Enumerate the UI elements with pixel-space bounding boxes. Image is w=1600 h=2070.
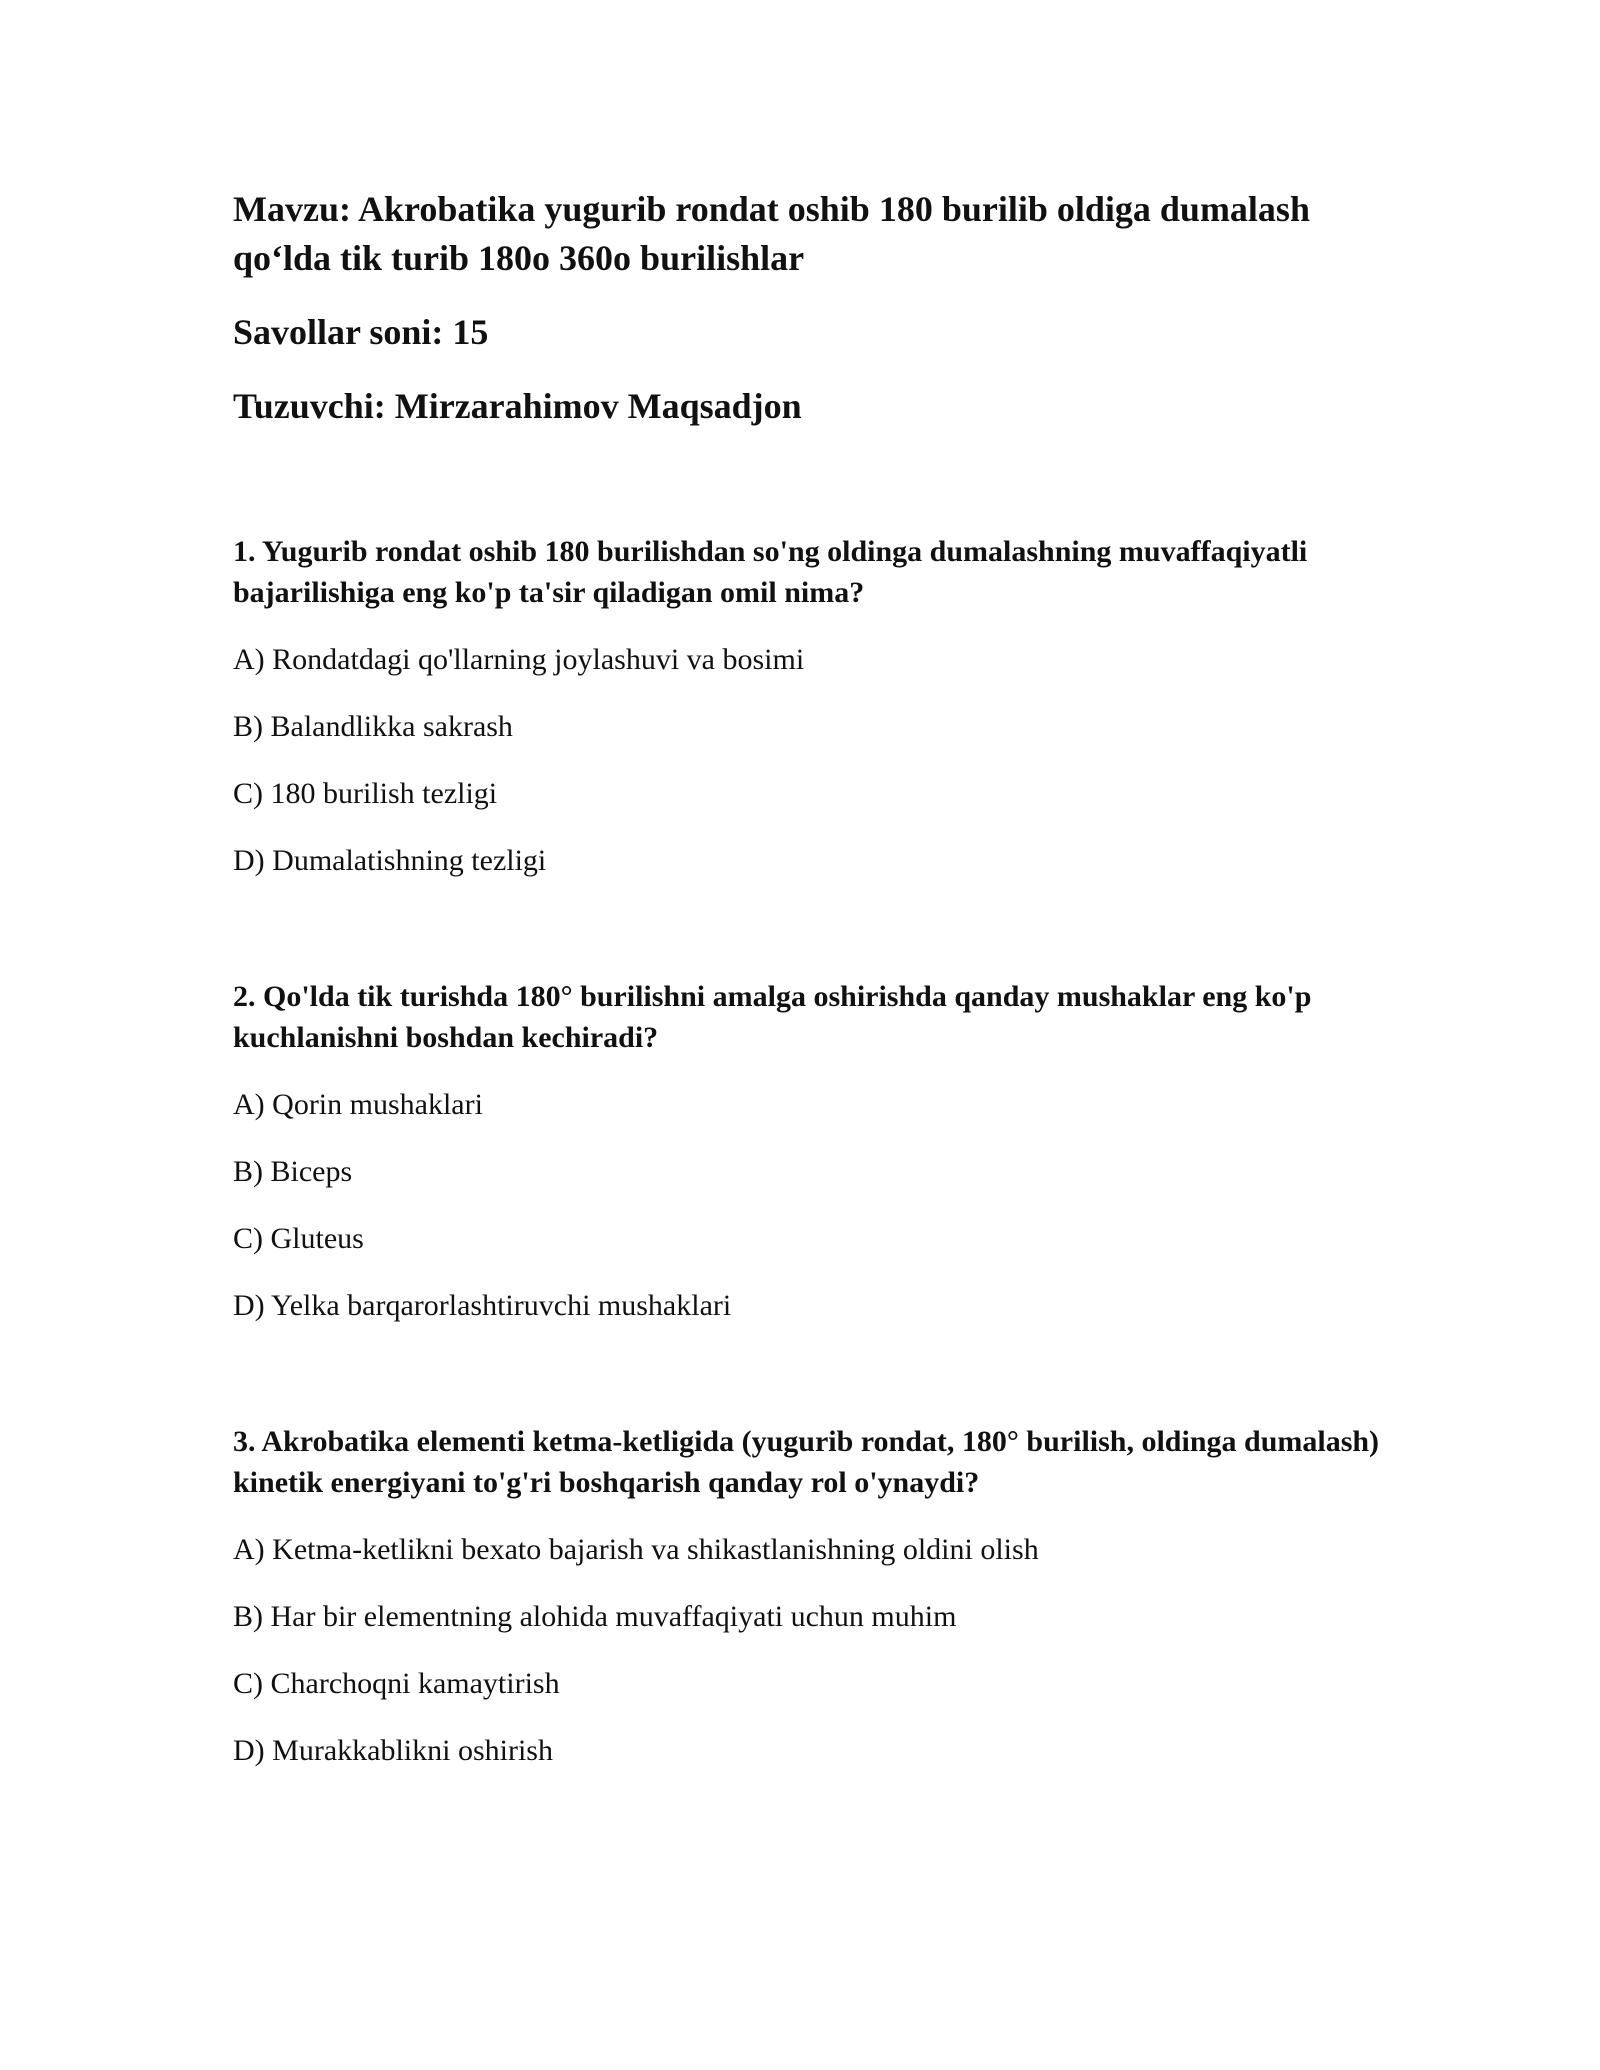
document-title: Mavzu: Akrobatika yugurib rondat oshib 180 burilib oldiga dumalash qo‘lda tik turib 180o 360o burilishlar: [233, 189, 1310, 278]
question-block: [233, 976, 1383, 1326]
question-text: 3. Akrobatika elementi ketma-ketligida (yugurib rondat, 180° burilish, oldinga dumalash) kinetik energiyani to'g'ri boshqarish qanday rol o'ynaydi?: [233, 1425, 1380, 1499]
answer-option: A) Ketma-ketlikni bexato bajarish va shikastlanishning oldini olish: [233, 1533, 1039, 1566]
answer-option: B) Balandlikka sakrash: [233, 710, 513, 743]
question-block: [233, 531, 1383, 881]
answer-option: C) Charchoqni kamaytirish: [233, 1667, 560, 1700]
answer-option: B) Biceps: [233, 1155, 353, 1188]
answer-option: D) Dumalatishning tezligi: [233, 844, 547, 877]
answer-option: B) Har bir elementning alohida muvaffaqiyati uchun muhim: [233, 1600, 957, 1633]
answer-option: D) Yelka barqarorlashtiruvchi mushaklari: [233, 1289, 732, 1322]
answer-option: D) Murakkablikni oshirish: [233, 1734, 553, 1767]
question-count: Savollar soni: 15: [233, 312, 489, 352]
answer-option: A) Rondatdagi qo'llarning joylashuvi va bosimi: [233, 643, 805, 676]
question-block: [233, 1421, 1383, 1771]
question-text: 2. Qo'lda tik turishda 180° burilishni amalga oshirishda qanday mushaklar eng ko'p kuchlanishni boshdan kechiradi?: [233, 980, 1312, 1054]
answer-option: C) 180 burilish tezligi: [233, 777, 498, 810]
answer-option: A) Qorin mushaklari: [233, 1088, 483, 1121]
document-content: [233, 185, 1383, 1771]
question-text: 1. Yugurib rondat oshib 180 burilishdan so'ng oldinga dumalashning muvaffaqiyatli bajarilishiga eng ko'p ta'sir qiladigan omil nima?: [233, 535, 1308, 609]
answer-option: C) Gluteus: [233, 1222, 364, 1255]
author-line: Tuzuvchi: Mirzarahimov Maqsadjon: [233, 386, 802, 426]
